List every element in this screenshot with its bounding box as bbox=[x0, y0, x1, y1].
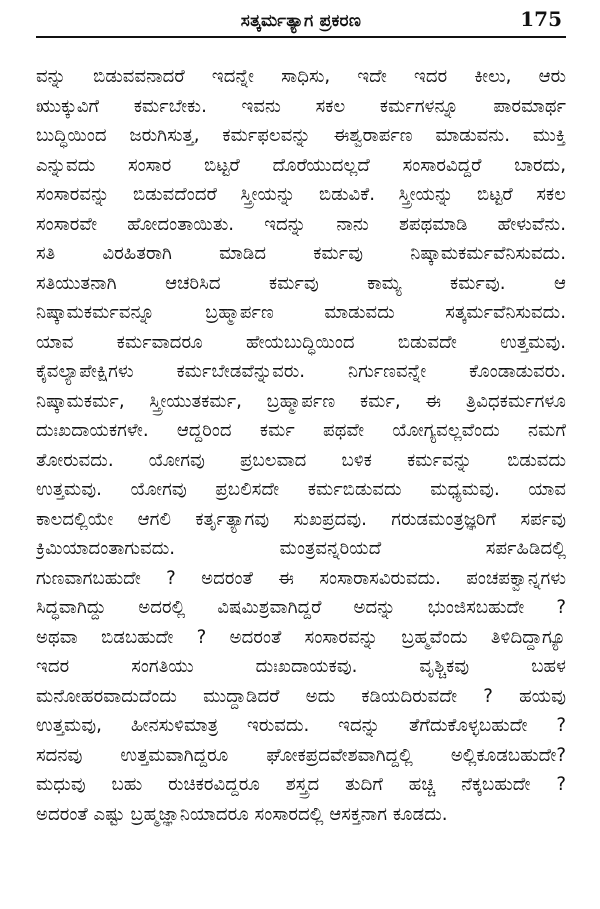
text-line: ಸತಿ ವಿರಹಿತರಾಗಿ ಮಾಡಿದ ಕರ್ಮವು ನಿಷ್ಕಾಮಕರ್ಮವೆನಿಸುವದು. bbox=[36, 243, 566, 264]
text-line: ಮನೋಹರವಾದುದೆಂದು ಮುದ್ದಾಡಿದರೆ ಅದು ಕಡಿಯದಿರುವದೇ ? ಹಯವು bbox=[36, 685, 566, 707]
text-line: ಬುದ್ಧಿಯಿಂದ ಜರುಗಿಸುತ್ತ, ಕರ್ಮಫಲವನ್ನು ಈಶ್ವರಾರ್ಪಣ ಮಾಡುವನು. ಮುಕ್ತಿ bbox=[36, 125, 566, 146]
text-line: ಉತ್ತಮವು, ಹೀನಸುಳಿಮಾತ್ರ ಇರುವದು. ಇದನ್ನು ತೆಗೆದುಕೊಳ್ಳಬಹುದೇ ? bbox=[36, 715, 566, 736]
text-line: ಸಿದ್ಧವಾಗಿದ್ದು ಅದರಲ್ಲಿ ವಿಷಮಿಶ್ರವಾಗಿದ್ದರೆ ಅದನ್ನು ಭುಂಜಿಸಬಹುದೇ ? bbox=[36, 597, 566, 618]
text-line: ನಿಷ್ಕಾಮಕರ್ಮವನ್ನೂ ಬ್ರಹ್ಮಾರ್ಪಣ ಮಾಡುವದು ಸತ್ಕರ್ಮವೆನಿಸುವದು. bbox=[36, 302, 566, 323]
text-line: ಎನ್ನುವದು ಸಂಸಾರ ಬಿಟ್ಟರೆ ದೊರೆಯುದಲ್ಲದೆ ಸಂಸಾರವಿದ್ದರೆ ಬಾರದು, bbox=[36, 154, 566, 176]
text-line: ನಿಷ್ಕಾಮಕರ್ಮ, ಸ್ತ್ರೀಯುತಕರ್ಮ, ಬ್ರಹ್ಮಾರ್ಪಣ ಕರ್ಮ, ಈ ತ್ರಿವಿಧಕರ್ಮಗಳೂ bbox=[36, 390, 566, 412]
text-line: ಮಧುವು ಬಹು ರುಚಿಕರವಿದ್ದರೂ ಶಸ್ತ್ರದ ತುದಿಗೆ ಹಚ್ಚಿ ನೆಕ್ಕಬಹುದೇ ? bbox=[36, 774, 566, 795]
text-line: ತೋರುವದು. ಯೋಗವು ಪ್ರಬಲವಾದ ಬಳಿಕ ಕರ್ಮವನ್ನು ಬಿಡುವದು bbox=[36, 449, 566, 471]
text-line: ಯಾವ ಕರ್ಮವಾದರೂ ಹೇಯಬುದ್ಧಿಯಿಂದ ಬಿಡುವದೇ ಉತ್ತಮವು. bbox=[36, 331, 566, 353]
text-line: ಉತ್ತಮವು. ಯೋಗವು ಪ್ರಬಲಿಸದೇ ಕರ್ಮಬಿಡುವದು ಮಧ್ಯಮವು. ಯಾವ bbox=[36, 479, 566, 500]
text-line: ಸಂಸಾರವೇ ಹೋದಂತಾಯಿತು. ಇದನ್ನು ನಾನು ಶಪಥಮಾಡಿ ಹೇಳುವೆನು. bbox=[36, 213, 566, 235]
text-line: ಸತಿಯುತನಾಗಿ ಆಚರಿಸಿದ ಕರ್ಮವು ಕಾಮ್ಯ ಕರ್ಮವು. ಆ bbox=[36, 272, 566, 294]
chapter-title: ಸತ್ಕರ್ಮತ್ಯಾಗ ಪ್ರಕರಣ bbox=[240, 11, 362, 31]
text-line: ಇದರ ಸಂಗತಿಯು ದುಃಖದಾಯಕವು. ವೃಶ್ಚಿಕವು ಬಹಳ bbox=[36, 656, 566, 677]
header-rule bbox=[36, 36, 566, 38]
text-line: ಕಾಲದಲ್ಲಿಯೇ ಆಗಲಿ ಕರ್ತೃತ್ಯಾಗವು ಸುಖಪ್ರದವು. ಗರುಡಮಂತ್ರಜ್ಞರಿಗೆ ಸರ್ಪವು bbox=[36, 508, 566, 530]
running-header bbox=[36, 0, 566, 34]
text-line: ಕ್ರಿಮಿಯಾದಂತಾಗುವದು. ಮಂತ್ರವನ್ನರಿಯದೆ ಸರ್ಪಹಿಡಿದಲ್ಲಿ bbox=[36, 538, 566, 559]
text-line: ಋುಕ್ಕುವಿಗೆ ಕರ್ಮಬೇಕು. ಇವನು ಸಕಲ ಕರ್ಮಗಳನ್ನೂ ಪಾರಮಾರ್ಥ bbox=[36, 95, 566, 117]
text-line: ಕೈವಲ್ಯಾಪೇಕ್ಷಿಗಳು ಕರ್ಮಬೇಡವೆನ್ನುವರು. ನಿರ್ಗುಣವನ್ನೇ ಕೊಂಡಾಡುವರು. bbox=[36, 361, 566, 382]
page-number: 175 bbox=[520, 7, 562, 31]
text-line: ಅಥವಾ ಬಿಡಬಹುದೇ ? ಅದರಂತೆ ಸಂಸಾರವನ್ನು ಬ್ರಹ್ಮವೆಂದು ತಿಳಿದಿದ್ದಾಗ್ಯೂ bbox=[36, 626, 566, 648]
body-text bbox=[36, 62, 566, 829]
text-line: ದುಃಖದಾಯಕಗಳೇ. ಆದ್ದರಿಂದ ಕರ್ಮ ಪಥವೇ ಯೋಗ್ಯವಲ್ಲವೆಂದು ನಮಗೆ bbox=[36, 420, 566, 441]
text-line: ವನ್ನು ಬಿಡುವವನಾದರೆ ಇದನ್ನೇ ಸಾಧಿಸು, ಇದೇ ಇದರ ಕೀಲು, ಆರು bbox=[36, 66, 566, 87]
text-line: ಅದರಂತೆ ಎಷ್ಟು ಬ್ರಹ್ಮಜ್ಞಾನಿಯಾದರೂ ಸಂಸಾರದಲ್ಲಿ ಆಸಕ್ತನಾಗ ಕೂಡದು. bbox=[36, 803, 448, 825]
text-line: ಗುಣವಾಗಬಹುದೇ ? ಅದರಂತೆ ಈ ಸಂಸಾರಾಸವಿರುವದು. ಪಂಚಪಕ್ವಾನ್ನಗಳು bbox=[36, 567, 566, 589]
text-line: ಸದನವು ಉತ್ತಮವಾಗಿದ್ದರೂ ಘೋಕಪ್ರದವೇಶವಾಗಿದ್ದಲ್ಲಿ ಅಲ್ಲಿಕೂಡಬಹುದೇ? bbox=[36, 744, 566, 766]
text-line: ಸಂಸಾರವನ್ನು ಬಿಡುವದೆಂದರೆ ಸ್ತ್ರೀಯನ್ನು ಬಿಡುವಿಕೆ. ಸ್ತ್ರೀಯನ್ನು ಬಿಟ್ಟರೆ ಸಕಲ bbox=[36, 184, 566, 205]
